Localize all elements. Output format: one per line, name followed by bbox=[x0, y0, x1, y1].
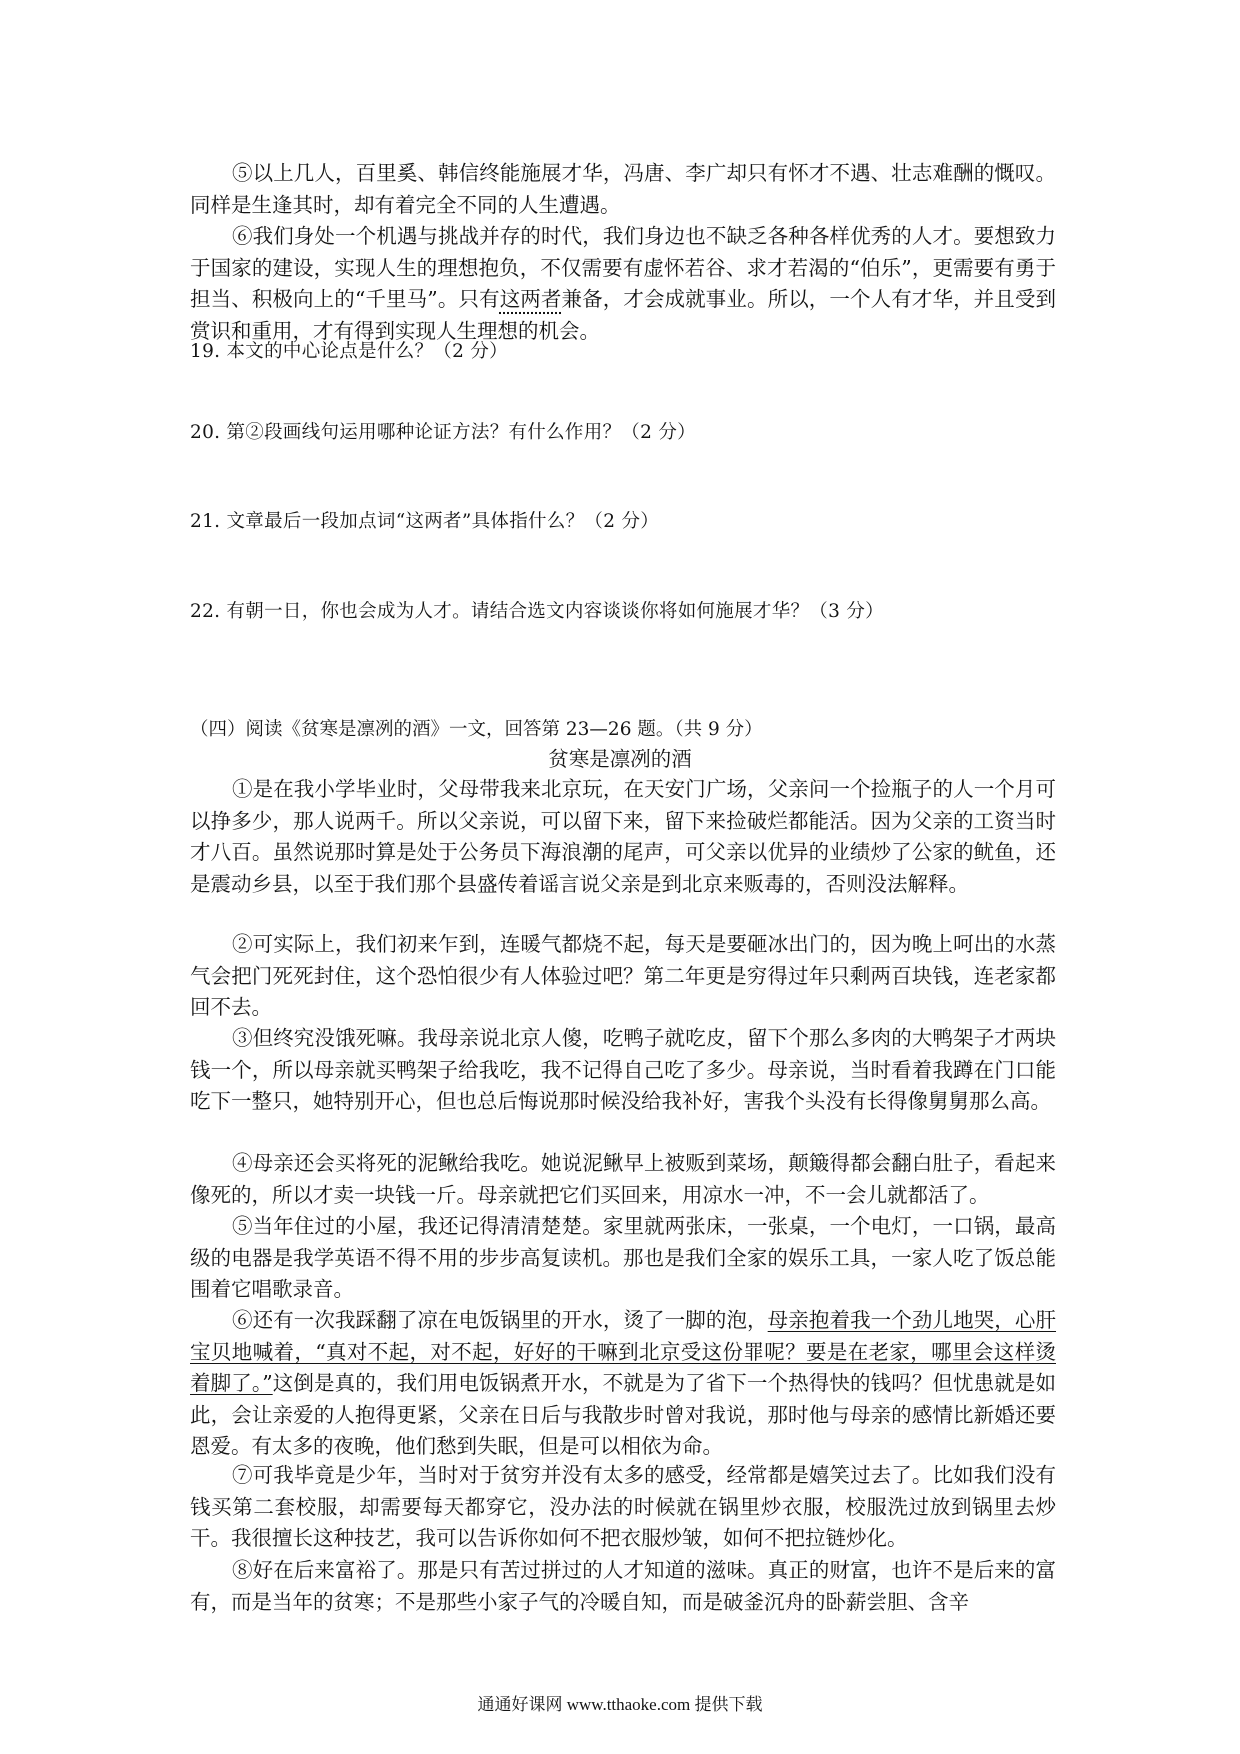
article-paragraph-7: ⑦可我毕竟是少年，当时对于贫穷并没有太多的感受，经常都是嬉笑过去了。比如我们没有钱买第二套校服，却需要每天都穿它，没办法的时候就在锅里炒衣服，校服洗过放到锅里去炒干。我很擅长这种技艺，我可以告诉你如何不把衣服炒皱，如何不把拉链炒化。 bbox=[190, 1463, 1056, 1550]
passage-paragraph-6-text-b: 兼备，才会成就事业。所以，一个人有才华，并且受到赏识和重用，才有得到实现人生理想的机会。 bbox=[190, 287, 1056, 343]
article-title: 贫寒是凛冽的酒 bbox=[548, 747, 692, 771]
article-paragraph-5: ⑤当年住过的小屋，我还记得清清楚楚。家里就两张床，一张桌，一个电灯，一口锅，最高级的电器是我学英语不得不用的步步高复读机。那也是我们全家的娱乐工具，一家人吃了饭总能围着它唱歌录音。 bbox=[190, 1214, 1056, 1301]
question-20: 20. 第②段画线句运用哪种论证方法？有什么作用？（2 分） bbox=[190, 422, 696, 443]
underlined-sentence: 母亲抱着我一个劲儿地哭，心肝宝贝地喊着，“真对不起，对不起，好好的干嘛到北京受这份罪呢？要是在老家，哪里会这样烫着脚了。” bbox=[190, 1308, 1057, 1395]
question-22: 22. 有朝一日，你也会成为人才。请结合选文内容谈谈你将如何施展才华？（3 分） bbox=[190, 601, 884, 622]
article-paragraph-6-text-a: ⑥还有一次我踩翻了凉在电饭锅里的开水，烫了一脚的泡， bbox=[232, 1308, 768, 1332]
article-paragraph-1: ①是在我小学毕业时，父母带我来北京玩，在天安门广场，父亲问一个捡瓶子的人一个月可以挣多少，那人说两千。所以父亲说，可以留下来，留下来捡破烂都能活。因为父亲的工资当时才八百。虽然说那时算是处于公务员下海浪潮的尾声，可父亲以优异的业绩炒了公家的鱿鱼，还是震动乡县，以至于我们那个县盛传着谣言说父亲是到北京来贩毒的，否则没法解释。 bbox=[190, 777, 1056, 896]
dotted-phrase: 这两者 bbox=[499, 287, 562, 311]
section-four-intro: （四）阅读《贫寒是凛冽的酒》一文，回答第 23—26 题。（共 9 分） bbox=[190, 719, 763, 740]
passage-paragraph-6 bbox=[190, 221, 1056, 347]
article-paragraph-3: ③但终究没饿死嘛。我母亲说北京人傻，吃鸭子就吃皮，留下个那么多肉的大鸭架子才两块钱一个，所以母亲就买鸭架子给我吃，我不记得自己吃了多少。母亲说，当时看着我蹲在门口能吃下一整只，她特别开心，但也总后悔说那时候没给我补好，害我个头没有长得像舅舅那么高。 bbox=[190, 1026, 1056, 1113]
article-paragraph-8: ⑧好在后来富裕了。那是只有苦过拼过的人才知道的滋味。真正的财富，也许不是后来的富有，而是当年的贫寒；不是那些小家子气的冷暖自知，而是破釜沉舟的卧薪尝胆、含辛 bbox=[190, 1558, 1056, 1614]
article-paragraph-6 bbox=[190, 1305, 1056, 1463]
article-paragraph-4: ④母亲还会买将死的泥鳅给我吃。她说泥鳅早上被贩到菜场，颠簸得都会翻白肚子，看起来像死的，所以才卖一块钱一斤。母亲就把它们买回来，用凉水一冲，不一会儿就都活了。 bbox=[190, 1151, 1056, 1207]
question-21: 21. 文章最后一段加点词“这两者”具体指什么？（2 分） bbox=[190, 511, 660, 532]
passage-paragraph-5-text: ⑤以上几人，百里奚、韩信终能施展才华，冯唐、李广却只有怀才不遇、壮志难酬的慨叹。同样是生逢其时，却有着完全不同的人生遭遇。 bbox=[190, 161, 1056, 217]
passage-paragraph-5 bbox=[190, 158, 1056, 221]
article-paragraph-2: ②可实际上，我们初来乍到，连暖气都烧不起，每天是要砸冰出门的，因为晚上呵出的水蒸气会把门死死封住，这个恐怕很少有人体验过吧？第二年更是穷得过年只剩两百块钱，连老家都回不去。 bbox=[190, 932, 1056, 1019]
question-19: 19. 本文的中心论点是什么？（2 分） bbox=[190, 341, 508, 362]
article-paragraph-6-text-b: 这倒是真的，我们用电饭锅煮开水，不就是为了省下一个热得快的钱吗？但忧患就是如此，会让亲爱的人抱得更紧，父亲在日后与我散步时曾对我说，那时他与母亲的感情比新婚还要恩爱。有太多的夜晚，他们愁到失眠，但是可以相依为命。 bbox=[190, 1371, 1056, 1458]
page-footer: 通通好课网 www.tthaoke.com 提供下载 bbox=[477, 1695, 763, 1714]
passage-paragraph-6-text-a: ⑥我们身处一个机遇与挑战并存的时代，我们身边也不缺乏各种各样优秀的人才。要想致力于国家的建设，实现人生的理想抱负，不仅需要有虚怀若谷、求才若渴的“伯乐”，更需要有勇于担当、积极向上的“千里马”。只有 bbox=[190, 224, 1056, 311]
